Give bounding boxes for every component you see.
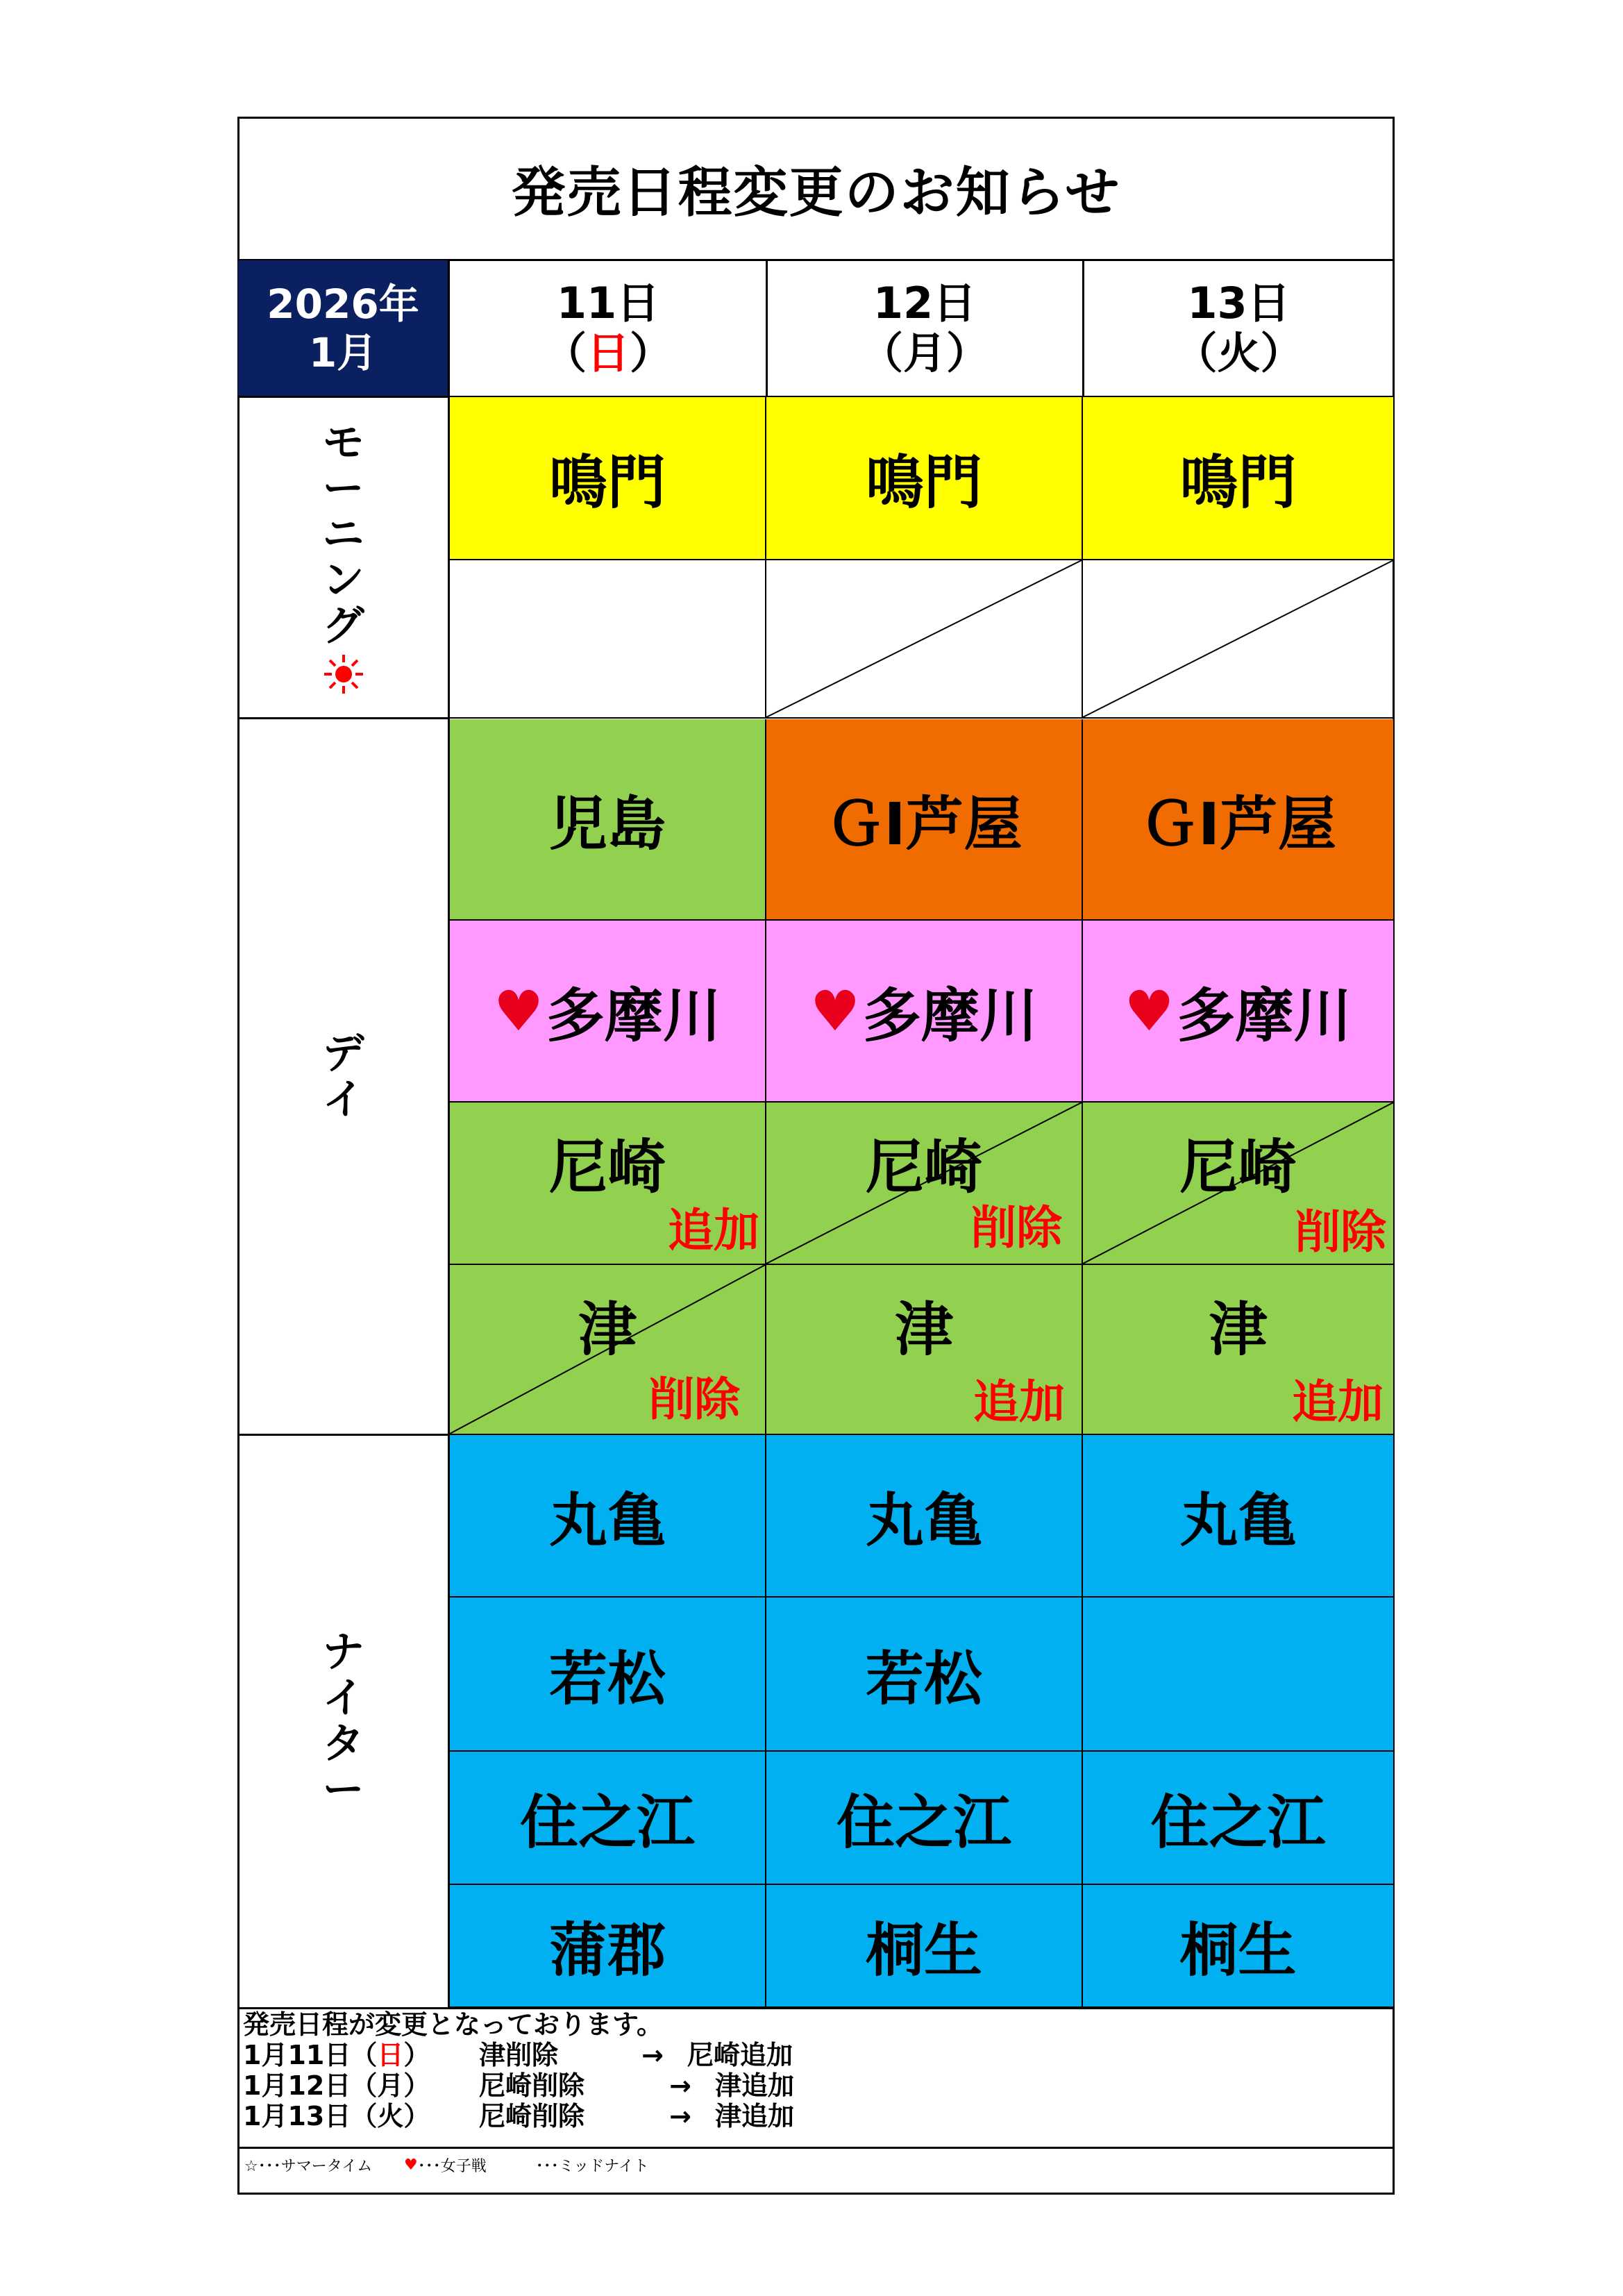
header-col-divider [1082, 259, 1084, 396]
strike-line [450, 1265, 765, 1434]
day-weekday: （日） [543, 327, 673, 378]
change-tag: 削除 [970, 1201, 1062, 1255]
strike-line [1083, 560, 1393, 717]
notes-heading: 発売日程が変更となっております。 [243, 2009, 663, 2040]
day-weekday: （月） [859, 327, 990, 378]
year-month-label [238, 260, 448, 396]
venue-cell: 若松 [450, 1598, 766, 1752]
venue-cell-removed: 尼崎 削除 [766, 1103, 1083, 1265]
day-date: 11日 [556, 277, 660, 328]
venue-cell-removed: 尼崎 削除 [1083, 1103, 1395, 1265]
venue-cell-ladies: ♥ 多摩川 [1083, 921, 1395, 1103]
venue-cell: 若松 [766, 1598, 1083, 1752]
venue-cell: 住之江 [766, 1752, 1083, 1885]
session-morning-label: モ ー ニ ン グ [238, 397, 448, 718]
strike-line [766, 560, 1082, 717]
day-header-13 [1083, 260, 1395, 396]
heart-icon: ♥ [1124, 978, 1175, 1044]
legend-divider [237, 2147, 1395, 2149]
legend [244, 2154, 649, 2176]
change-notes [243, 2009, 794, 2131]
heart-icon: ♥ [494, 978, 544, 1044]
header-col-divider [766, 259, 768, 396]
venue-cell-g1: ＧⅠ芦屋 [766, 719, 1083, 921]
note-line: 1月13日（火） 尼崎削除 → 津追加 [243, 2101, 795, 2131]
change-tag: 削除 [1295, 1205, 1386, 1259]
venue-cell: 桐生 [766, 1885, 1083, 2008]
venue-cell: 児島 [450, 719, 766, 921]
year-label: 2026年 [267, 280, 419, 328]
venue-cell: 丸亀 [1083, 1435, 1395, 1598]
legend-midnight: ･･･ミッドナイト [535, 2158, 649, 2175]
heart-icon: ♥ [810, 978, 860, 1044]
venue-cell: 鳴門 [450, 397, 766, 560]
venue-cell: 鳴門 [766, 397, 1083, 560]
session-day-label: デ イ [322, 1030, 364, 1124]
venue-cell: 蒲郡 [450, 1885, 766, 2008]
venue-cell-ladies: ♥ 多摩川 [766, 921, 1083, 1103]
day-weekday: （火） [1174, 327, 1304, 378]
venue-cell: 丸亀 [450, 1435, 766, 1598]
legend-ladies: ･･･女子戦 [417, 2158, 487, 2175]
month-label: 1月 [308, 328, 378, 376]
change-tag: 追加 [973, 1375, 1065, 1429]
day-header-12 [766, 260, 1083, 396]
venue-cell: 丸亀 [766, 1435, 1083, 1598]
venue-cell-removed: 津 削除 [450, 1265, 766, 1435]
venue-cell-added: 津 追加 [1083, 1265, 1395, 1435]
note-line: 1月11日（日） 津削除 → 尼崎追加 [243, 2040, 793, 2070]
venue-cell: 住之江 [450, 1752, 766, 1885]
day-date: 13日 [1187, 277, 1290, 328]
legend-summer: ☆･･･サマータイム [244, 2158, 373, 2175]
session-night-label: ナ イ タ ー [322, 1628, 364, 1814]
venue-cell-empty [1083, 1598, 1395, 1752]
change-tag: 追加 [1292, 1375, 1384, 1429]
venue-cell-added: 尼崎 追加 [450, 1103, 766, 1265]
cancelled-cell [766, 560, 1083, 719]
strike-line [766, 1103, 1082, 1264]
heart-icon: ♥ [404, 2156, 418, 2174]
venue-cell-g1: ＧⅠ芦屋 [1083, 719, 1395, 921]
cancelled-cell [1083, 560, 1395, 719]
day-date: 12日 [873, 277, 977, 328]
day-header-11 [450, 260, 766, 396]
venue-cell-ladies: ♥ 多摩川 [450, 921, 766, 1103]
sun-icon [323, 653, 364, 695]
change-tag: 追加 [668, 1204, 759, 1257]
strike-line [1083, 1103, 1393, 1264]
venue-cell: 桐生 [1083, 1885, 1395, 2008]
venue-cell: 住之江 [1083, 1752, 1395, 1885]
page-title: 発売日程変更のお知らせ [511, 162, 1121, 224]
venue-cell: 鳴門 [1083, 397, 1395, 560]
empty-cell [450, 560, 766, 719]
note-line: 1月12日（月） 尼崎削除 → 津追加 [243, 2070, 795, 2101]
change-tag: 削除 [648, 1373, 740, 1426]
venue-cell-added: 津 追加 [766, 1265, 1083, 1435]
